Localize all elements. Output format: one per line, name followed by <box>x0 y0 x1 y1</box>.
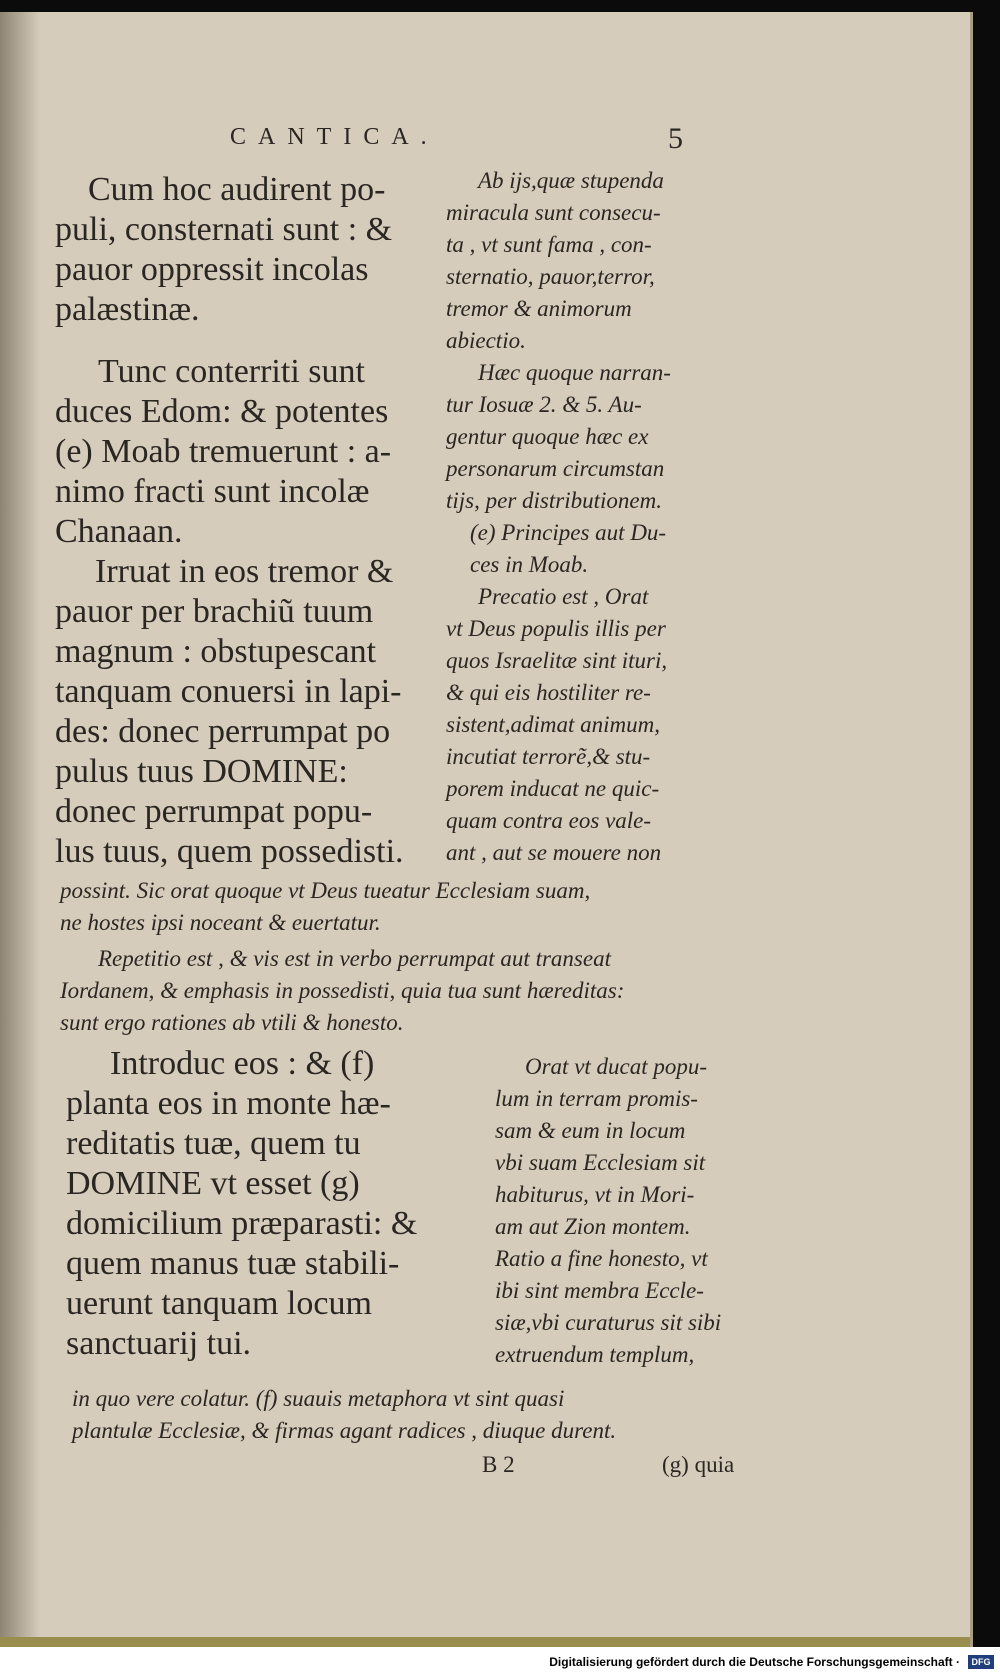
note-line: in quo vere colatur. (f) suauis metaphora vt sint quasi <box>72 1386 565 1411</box>
marginal-note-line: tijs, per distributionem. <box>446 488 662 513</box>
marginal-note-line: ibi sint membra Eccle- <box>495 1278 704 1303</box>
main-line: planta eos in monte hæ- <box>66 1085 391 1122</box>
main-line: domicilium præparasti: & <box>66 1205 418 1242</box>
marginal-note-line: ta , vt sunt fama , con- <box>446 232 652 257</box>
main-line: donec perrumpat popu- <box>55 793 373 830</box>
main-line: quem manus tuæ stabili- <box>66 1245 400 1282</box>
marginal-note-line: sistent,adimat animum, <box>446 712 661 737</box>
note-line: Repetitio est , & vis est in verbo perrumpat aut transeat <box>98 946 611 971</box>
marginal-note-line: (e) Principes aut Du- <box>470 520 667 545</box>
marginal-note-line: Orat vt ducat popu- <box>525 1054 708 1079</box>
marginal-note-line: gentur quoque hæc ex <box>446 424 649 449</box>
note-line: possint. Sic orat quoque vt Deus tueatur Ecclesiam suam, <box>60 878 591 903</box>
main-line: pulus tuus DOMINE: <box>55 753 348 790</box>
marginal-note-line: vbi suam Ecclesiam sit <box>495 1150 706 1175</box>
marginal-note-line: incutiat terrorẽ,& stu- <box>446 744 651 769</box>
marginal-note-line: porem inducat ne quic- <box>446 776 660 801</box>
main-line: pauor oppressit incolas <box>55 251 369 288</box>
marginal-note-line: Precatio est , Orat <box>478 584 649 609</box>
main-line: DOMINE vt esset (g) <box>66 1165 360 1202</box>
book-page <box>0 12 973 1647</box>
main-line: palæstinæ. <box>55 291 200 328</box>
marginal-note-line: tremor & animorum <box>446 296 632 321</box>
catchword: (g) quia <box>662 1452 735 1477</box>
marginal-note-line: Hæc quoque narran- <box>478 360 671 385</box>
marginal-note-line: ant , aut se mouere non <box>446 840 662 865</box>
main-line: (e) Moab tremuerunt : a- <box>55 433 392 470</box>
main-line: Introduc eos : & (f) <box>110 1045 375 1082</box>
marginal-note-line: & qui eis hostiliter re- <box>446 680 651 705</box>
main-line: uerunt tanquam locum <box>66 1285 372 1322</box>
marginal-note-line: Ratio a fine honesto, vt <box>495 1246 708 1271</box>
main-line: Tunc conterriti sunt <box>98 353 365 390</box>
marginal-note-line: am aut Zion montem. <box>495 1214 691 1239</box>
page-edge <box>0 1637 970 1647</box>
marginal-note-line: tur Iosuæ 2. & 5. Au- <box>446 392 642 417</box>
main-line: nimo fracti sunt incolæ <box>55 473 370 510</box>
footer-credit: Digitalisierung gefördert durch die Deutsche Forschungsgemeinschaft · <box>549 1655 960 1669</box>
main-line: sanctuarij tui. <box>66 1325 252 1362</box>
marginal-note-line: miracula sunt consecu- <box>446 200 661 225</box>
marginal-note-line: lum in terram promis- <box>495 1086 698 1111</box>
main-line: Cum hoc audirent po- <box>88 171 386 208</box>
page-gutter-shadow <box>0 12 40 1647</box>
main-line: Chanaan. <box>55 513 183 550</box>
main-line: puli, consternati sunt : & <box>55 211 393 248</box>
main-line: duces Edom: & potentes <box>55 393 389 430</box>
digitization-footer <box>0 1647 1000 1677</box>
main-line: tanquam conuersi in lapi- <box>55 673 402 710</box>
main-line: reditatis tuæ, quem tu <box>66 1125 361 1162</box>
note-line: Iordanem, & emphasis in possedisti, quia tua sunt hæreditas: <box>60 978 625 1003</box>
note-line: ne hostes ipsi noceant & euertatur. <box>60 910 381 935</box>
main-line: pauor per brachiũ tuum <box>55 593 374 630</box>
marginal-note-line: abiectio. <box>446 328 526 353</box>
page-number: 5 <box>668 122 683 155</box>
dfg-logo-icon: DFG <box>968 1655 994 1669</box>
signature-mark: B 2 <box>482 1452 515 1477</box>
marginal-note-line: quam contra eos vale- <box>446 808 652 833</box>
marginal-note-line: personarum circumstan <box>446 456 665 481</box>
marginal-note-line: extruendum templum, <box>495 1342 695 1367</box>
marginal-note-line: ces in Moab. <box>470 552 589 577</box>
marginal-note-line: sternatio, pauor,terror, <box>446 264 655 289</box>
marginal-note-line: siæ,vbi curaturus sit sibi <box>495 1310 722 1335</box>
note-line: sunt ergo rationes ab vtili & honesto. <box>60 1010 404 1035</box>
main-line: lus tuus, quem possedisti. <box>55 833 404 870</box>
main-line: Irruat in eos tremor & <box>95 553 394 590</box>
marginal-note-line: habiturus, vt in Mori- <box>495 1182 695 1207</box>
running-title: CANTICA. <box>230 124 439 150</box>
marginal-note-line: sam & eum in locum <box>495 1118 686 1143</box>
main-line: magnum : obstupescant <box>55 633 377 670</box>
main-line: des: donec perrumpat po <box>55 713 391 750</box>
marginal-note-line: quos Israelitæ sint ituri, <box>446 648 668 673</box>
marginal-note-line: Ab ijs,quæ stupenda <box>478 168 664 193</box>
marginal-note-line: vt Deus populis illis per <box>446 616 666 641</box>
note-line: plantulæ Ecclesiæ, & firmas agant radices , diuque durent. <box>72 1418 617 1443</box>
